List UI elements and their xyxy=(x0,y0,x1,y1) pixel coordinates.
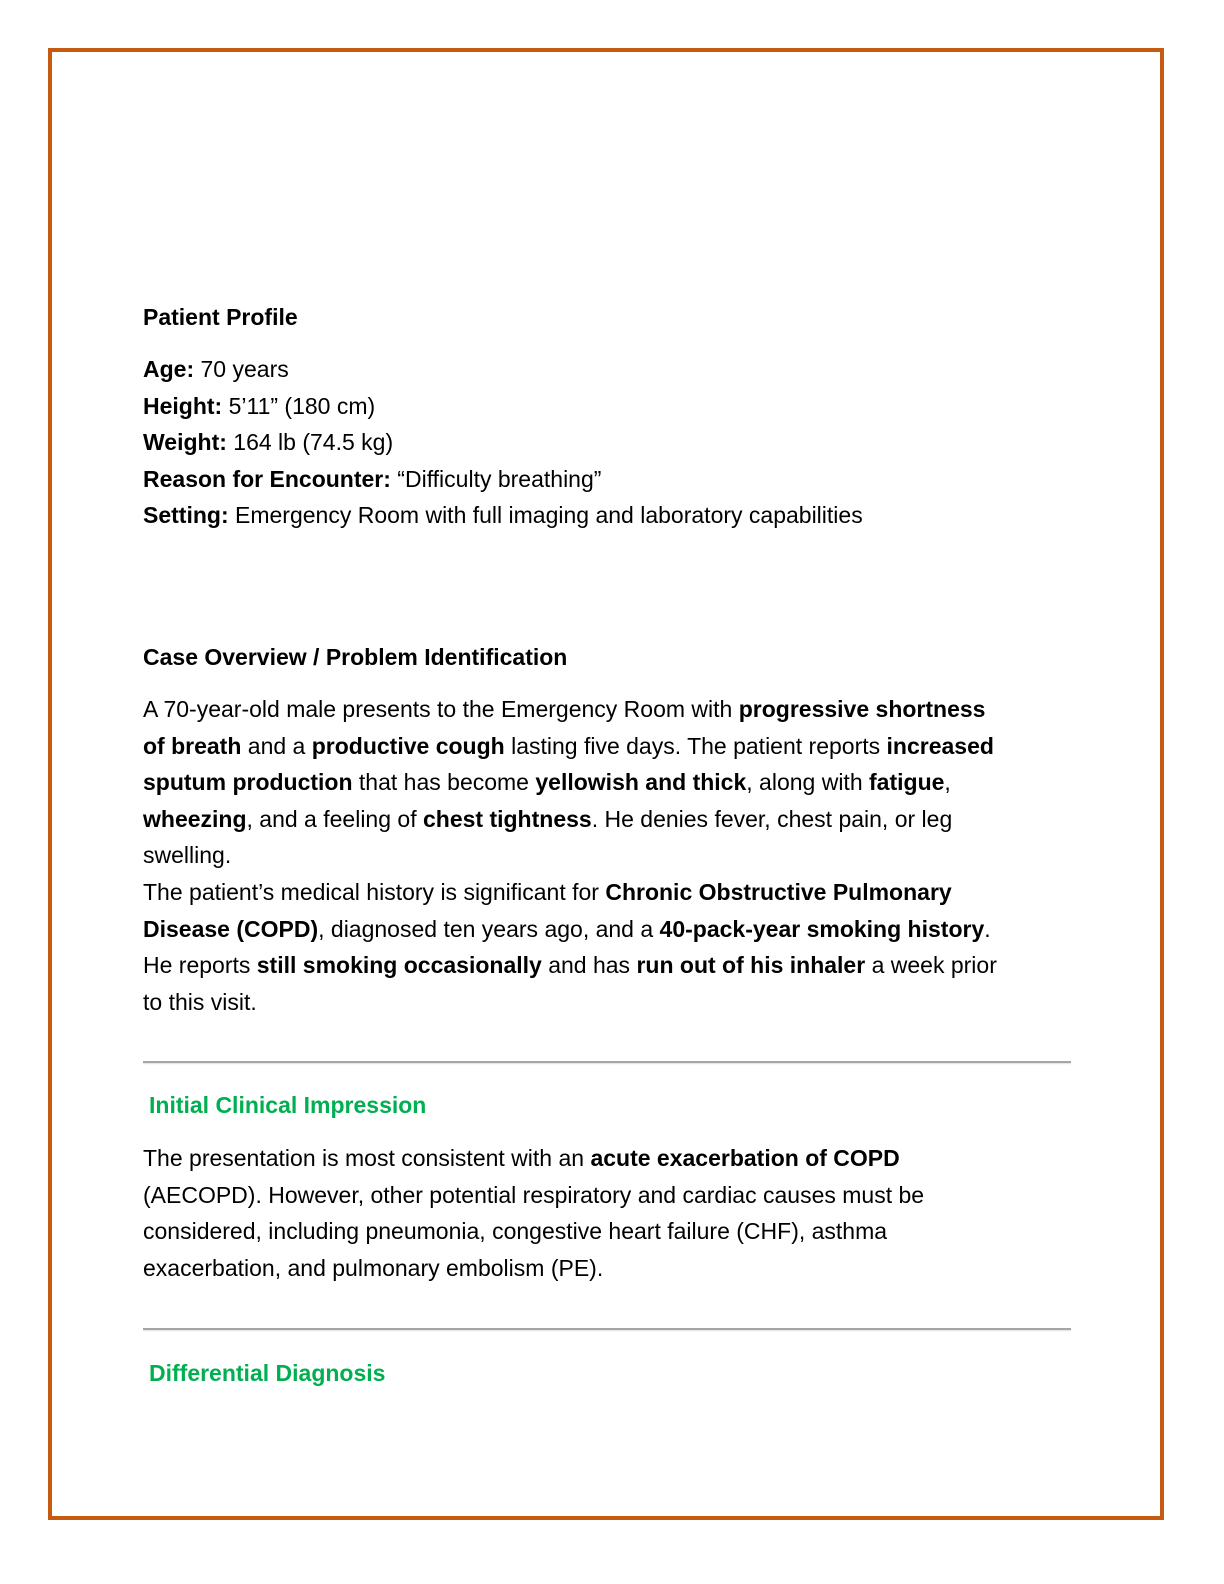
text-run: and has xyxy=(541,952,637,979)
paragraph-line xyxy=(143,837,1073,874)
reason-value: “Difficulty breathing” xyxy=(390,465,602,492)
horizontal-rule xyxy=(143,1328,1071,1330)
paragraph-line xyxy=(143,801,1073,838)
text-run: , xyxy=(944,769,951,796)
differential-section xyxy=(143,1355,1073,1392)
patient-profile-heading: Patient Profile xyxy=(143,304,298,330)
text-run: . xyxy=(984,915,991,942)
reason-label: Reason for Encounter: xyxy=(143,465,391,492)
setting-label: Setting: xyxy=(143,502,229,529)
text-run: to this visit. xyxy=(143,988,257,1015)
paragraph-line xyxy=(143,1177,1073,1214)
bold-run: increased xyxy=(886,732,994,759)
differential-heading: Differential Diagnosis xyxy=(149,1360,386,1386)
patient-profile-fields xyxy=(143,351,1073,534)
case-overview-paragraph xyxy=(143,691,1073,1020)
bold-run: 40-pack-year smoking history xyxy=(659,915,985,942)
text-run: exacerbation, and pulmonary embolism (PE). xyxy=(143,1254,604,1281)
text-run: a week prior xyxy=(865,952,997,979)
paragraph-line xyxy=(143,1213,1073,1250)
text-run: swelling. xyxy=(143,842,232,869)
paragraph-line xyxy=(143,874,1073,911)
bold-run: productive cough xyxy=(311,732,505,759)
text-run: , diagnosed ten years ago, and a xyxy=(318,915,660,942)
age-value: 70 years xyxy=(194,356,289,382)
initial-impression-paragraph xyxy=(143,1140,1073,1286)
bold-run: Chronic Obstructive Pulmonary xyxy=(605,878,952,905)
text-run: . He denies fever, chest pain, or leg xyxy=(591,805,953,832)
bold-run: progressive shortness xyxy=(738,696,986,722)
bold-run: fatigue xyxy=(869,769,945,796)
text-run: He reports xyxy=(143,952,257,979)
patient-profile-section xyxy=(143,299,1073,336)
bold-run: chest tightness xyxy=(422,805,592,832)
weight-label: Weight: xyxy=(143,429,227,456)
bold-run: yellowish and thick xyxy=(535,769,747,796)
setting-field xyxy=(143,497,1073,534)
age-field xyxy=(143,351,1073,388)
bold-run: still smoking occasionally xyxy=(256,952,542,979)
text-run: The patient’s medical history is significant for xyxy=(143,878,606,905)
paragraph-line xyxy=(143,947,1073,984)
bold-run: acute exacerbation of COPD xyxy=(590,1145,900,1171)
weight-value: 164 lb (74.5 kg) xyxy=(226,429,394,456)
age-label: Age: xyxy=(143,356,195,382)
paragraph-line xyxy=(143,1140,1073,1177)
paragraph-line xyxy=(143,764,1073,801)
reason-field xyxy=(143,461,1073,498)
height-field xyxy=(143,388,1073,425)
weight-field xyxy=(143,424,1073,461)
text-run: that has become xyxy=(352,769,536,796)
bold-run: wheezing xyxy=(143,805,247,832)
paragraph-line xyxy=(143,911,1073,948)
initial-impression-heading: Initial Clinical Impression xyxy=(149,1092,427,1118)
text-run: The presentation is most consistent with an xyxy=(143,1145,591,1171)
height-value: 5’11” (180 cm) xyxy=(222,392,376,419)
height-label: Height: xyxy=(143,392,223,419)
horizontal-rule xyxy=(143,1061,1071,1063)
paragraph-line xyxy=(143,1250,1073,1287)
paragraph-line xyxy=(143,728,1073,765)
setting-value: Emergency Room with full imaging and laboratory capabilities xyxy=(228,502,863,529)
text-run: , along with xyxy=(746,769,870,796)
text-run: considered, including pneumonia, congestive heart failure (CHF), asthma xyxy=(143,1218,888,1245)
text-run: , and a feeling of xyxy=(246,805,423,832)
case-overview-heading: Case Overview / Problem Identification xyxy=(143,644,568,670)
paragraph-line xyxy=(143,691,1073,728)
bold-run: run out of his inhaler xyxy=(636,952,866,979)
case-overview-section xyxy=(143,639,1073,676)
bold-run: sputum production xyxy=(143,769,353,796)
text-run: A 70-year-old male presents to the Emergency Room with xyxy=(143,696,739,722)
bold-run: Disease (COPD) xyxy=(143,915,319,942)
paragraph-line xyxy=(143,984,1073,1021)
text-run: (AECOPD). However, other potential respiratory and cardiac causes must be xyxy=(143,1181,925,1208)
initial-impression-section xyxy=(143,1087,1073,1124)
bold-run: of breath xyxy=(143,732,242,759)
text-run: and a xyxy=(241,732,312,759)
text-run: lasting five days. The patient reports xyxy=(504,732,887,759)
